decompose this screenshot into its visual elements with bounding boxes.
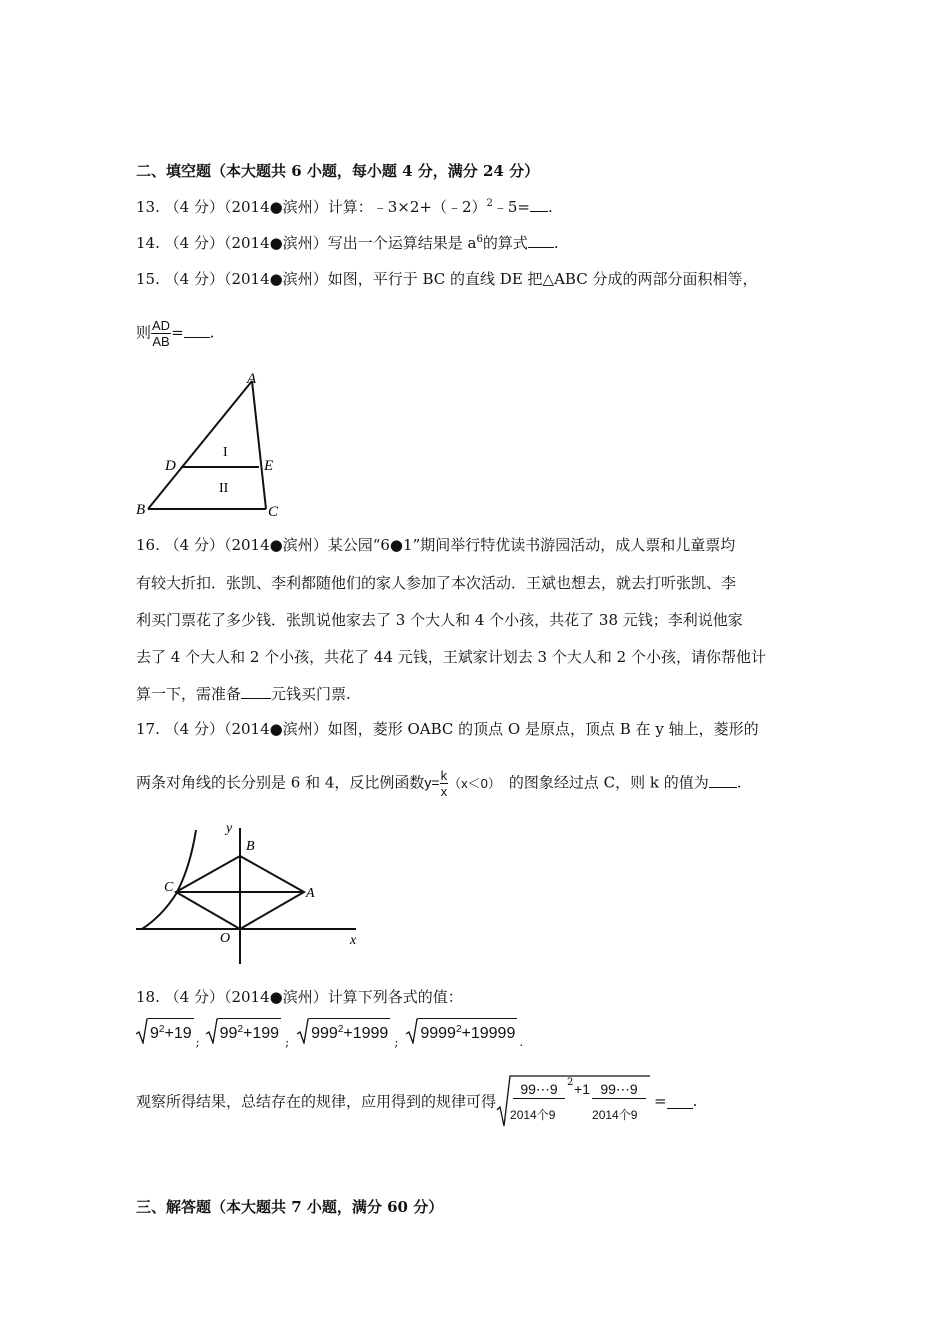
q13-points: （4 分）: [164, 198, 224, 216]
q18-points: （4 分）: [164, 988, 224, 1006]
q14-source: （2014●滨州）: [223, 234, 328, 252]
label-x-axis: x: [350, 933, 357, 948]
label-c: C: [164, 880, 174, 895]
q13-answer-blank[interactable]: [530, 197, 548, 212]
q18-root-3-exp: 2: [337, 1024, 344, 1035]
q18-under-label-2: 2014个9: [592, 1108, 638, 1122]
q17-fn-denominator: x: [440, 784, 448, 799]
label-b: B: [246, 839, 255, 854]
q14-answer-blank[interactable]: [528, 233, 554, 248]
q18-root-3-add: +1999: [343, 1025, 389, 1042]
q18-big-part-c: 99⋯9: [592, 1081, 646, 1099]
label-region-1: I: [223, 445, 228, 460]
label-region-2: II: [219, 481, 229, 496]
q16-line-1: 某公园“6●1”期间举行特优读书游园活动，成人票和儿童票均: [327, 536, 736, 554]
q18-root-4-exp: 2: [455, 1024, 462, 1035]
label-d: D: [165, 458, 176, 474]
q14-period: .: [553, 234, 559, 252]
q14-exponent: 6: [476, 234, 483, 245]
q18-line-3-pre: 观察所得结果，总结存在的规律，应用得到的规律可得: [136, 1092, 497, 1111]
q14-text: 写出一个运算结果是 a: [327, 234, 477, 252]
q15-frac-numerator: AD: [152, 318, 171, 333]
question-18: [136, 986, 463, 1007]
q15-line-2: [136, 318, 214, 349]
q14-tail: 的算式: [482, 234, 528, 252]
q18-sep-1: ;: [195, 1035, 200, 1049]
q13-text: 计算：﹣3×2+（﹣2）: [327, 198, 487, 216]
q18-big-exp: 2: [567, 1077, 574, 1088]
side-ab: [148, 381, 252, 509]
side-ac: [252, 381, 266, 509]
q18-root-1: [136, 1018, 194, 1045]
q15-number: 15.: [136, 270, 160, 288]
q15-then: 则: [136, 323, 152, 342]
label-e: E: [264, 458, 274, 474]
q13-period: .: [548, 198, 553, 216]
q17-answer-blank[interactable]: [709, 773, 737, 788]
q18-root-2: [206, 1018, 281, 1045]
q15-frac-denominator: AB: [152, 334, 170, 349]
q16-points: （4 分）: [164, 536, 224, 554]
q18-line-3: [136, 1074, 697, 1128]
q16-line-4: 去了 4 个大人和 2 个小孩，共花了 44 元钱，王斌家计划去 3 个大人和 2 个小孩，请你帮他计: [136, 648, 766, 666]
q18-sep-3: ;: [394, 1035, 399, 1049]
q18-root-3-base: 999: [311, 1025, 338, 1042]
q18-equals: =: [654, 1092, 667, 1110]
label-a: A: [247, 371, 257, 387]
q13-exponent: 2: [486, 198, 493, 209]
q18-big-plus-one: +1: [574, 1081, 590, 1097]
q18-root-2-add: +199: [243, 1025, 280, 1042]
q18-under-label-1: 2014个9: [510, 1108, 556, 1122]
q14-number: 14.: [136, 234, 160, 252]
section-2-heading: 二、填空题（本大题共 6 小题，每小题 4 分，满分 24 分）: [136, 162, 540, 180]
label-b: B: [136, 502, 146, 518]
q17-period: .: [736, 773, 742, 792]
q16-line-2: 有较大折扣．张凯、李利都随他们的家人参加了本次活动．王斌也想去，就去打听张凯、李: [136, 574, 737, 592]
q18-text: 计算下列各式的值：: [327, 988, 463, 1006]
label-y-axis: y: [226, 821, 233, 836]
q17-source: （2014●滨州）: [223, 720, 328, 738]
q17-fn-fraction: [440, 768, 449, 799]
q18-root-4-base: 9999: [420, 1025, 456, 1042]
q18-number: 18.: [136, 988, 160, 1006]
q16-line-5: [136, 683, 351, 704]
q13-tail: ﹣5=: [492, 198, 530, 216]
question-14: [136, 232, 559, 253]
q15-period: .: [209, 323, 215, 342]
q16-answer-blank[interactable]: [241, 684, 271, 699]
q13-source: （2014●滨州）: [223, 198, 328, 216]
q16-line-3: 利买门票花了多少钱．张凯说他家去了 3 个大人和 4 个小孩，共花了 38 元钱；李利说他家: [136, 611, 743, 629]
q16-line-5-post: 元钱买门票.: [271, 685, 351, 703]
q18-radicals-row: [136, 1018, 523, 1049]
section-3-heading: 三、解答题（本大题共 7 小题，满分 60 分）: [136, 1198, 444, 1216]
question-13: [136, 196, 553, 217]
q18-root-1-add: +19: [164, 1025, 192, 1042]
q18-root-4: [406, 1018, 517, 1045]
q15-triangle-figure: [128, 366, 288, 526]
q16-number: 16.: [136, 536, 160, 554]
q15-answer-blank[interactable]: [184, 323, 210, 338]
question-17: [136, 718, 759, 739]
q13-number: 13.: [136, 198, 160, 216]
q15-equals: =: [171, 323, 184, 342]
q16-line-5-pre: 算一下，需准备: [136, 685, 242, 703]
q17-points: （4 分）: [164, 720, 224, 738]
question-16: [136, 534, 735, 555]
q18-sep-2: ;: [285, 1035, 290, 1049]
q18-big-radical: [496, 1074, 654, 1128]
q18-root-1-base: 9: [150, 1025, 159, 1042]
q14-points: （4 分）: [164, 234, 224, 252]
q18-root-3: [297, 1018, 390, 1045]
q17-rhombus-figure: [128, 818, 378, 968]
q17-line-2: [136, 768, 741, 799]
q17-fn-condition: （x＜0）: [448, 775, 501, 791]
q15-points: （4 分）: [164, 270, 224, 288]
q18-source: （2014●滨州）: [223, 988, 328, 1006]
q17-line-1: 如图，菱形 OABC 的顶点 O 是原点，顶点 B 在 y 轴上，菱形的: [327, 720, 759, 738]
q18-row-period: .: [519, 1035, 524, 1049]
q18-root-2-exp: 2: [237, 1024, 244, 1035]
question-15: [136, 268, 757, 289]
q17-fn-y: y=: [424, 774, 440, 791]
label-a: A: [306, 886, 315, 901]
q17-line-2-pre: 两条对角线的长分别是 6 和 4，反比例函数: [136, 773, 425, 792]
q18-root-2-base: 99: [219, 1025, 238, 1042]
q18-period: .: [692, 1092, 698, 1110]
q16-source: （2014●滨州）: [223, 536, 328, 554]
q17-number: 17.: [136, 720, 160, 738]
q15-source: （2014●滨州）: [223, 270, 328, 288]
q18-answer-blank[interactable]: [667, 1094, 693, 1109]
label-c: C: [268, 504, 279, 520]
q18-big-part-a: 99⋯9: [513, 1081, 565, 1099]
q15-text: 如图，平行于 BC 的直线 DE 把△ABC 分成的两部分面积相等，: [327, 270, 758, 288]
q17-fn-numerator: k: [440, 768, 448, 783]
q17-line-2-post: 的图象经过点 C，则 k 的值为: [508, 773, 709, 792]
q18-root-1-exp: 2: [158, 1024, 165, 1035]
q15-fraction: [151, 318, 171, 349]
q18-root-4-add: +19999: [461, 1025, 516, 1042]
label-o: O: [220, 931, 231, 946]
